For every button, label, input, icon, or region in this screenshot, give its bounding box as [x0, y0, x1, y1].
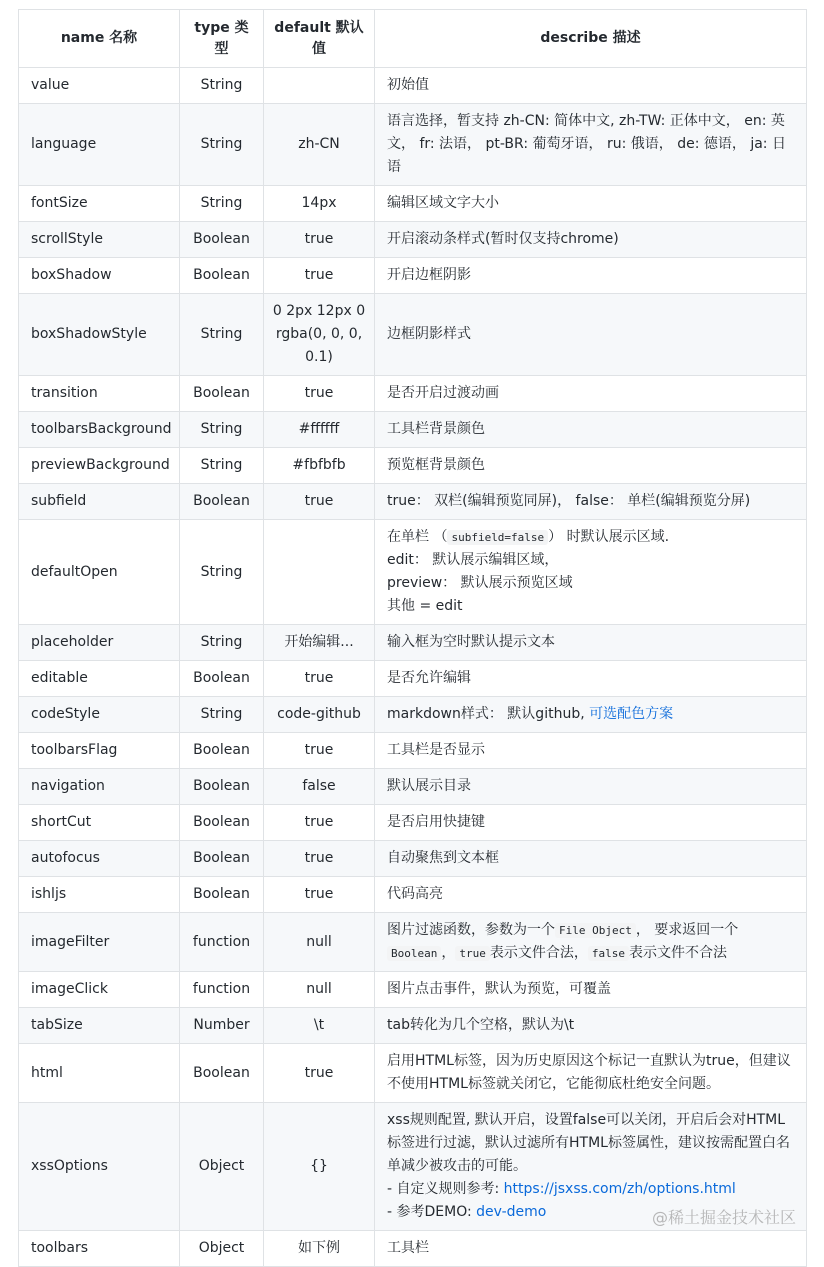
desc-line [387, 526, 796, 549]
prop-name: scrollStyle [19, 222, 180, 258]
prop-default: true [264, 484, 375, 520]
table-row [19, 841, 807, 877]
doc-table-wrapper [18, 9, 806, 1267]
prop-type: Boolean [180, 877, 264, 913]
table-row [19, 1231, 807, 1267]
desc-text: xss规则配置, 默认开启，设置false可以关闭，开启后会对HTML标签进行过滤，默认过滤所有HTML标签属性，建议按需配置白名单减少被攻击的可能。 [387, 1112, 790, 1174]
prop-describe [375, 697, 807, 733]
table-row [19, 222, 807, 258]
table-row [19, 1044, 807, 1103]
table-row [19, 484, 807, 520]
prop-default: true [264, 258, 375, 294]
prop-name: boxShadowStyle [19, 294, 180, 376]
prop-type: function [180, 913, 264, 972]
desc-text: markdown样式： 默认github, [387, 706, 590, 722]
prop-default: zh-CN [264, 104, 375, 186]
prop-describe: true： 双栏(编辑预览同屏)， false： 单栏(编辑预览分屏) [375, 484, 807, 520]
prop-describe: 开启滚动条样式(暂时仅支持chrome) [375, 222, 807, 258]
props-table [18, 9, 807, 1267]
prop-name: tabSize [19, 1008, 180, 1044]
prop-type: String [180, 697, 264, 733]
prop-type: String [180, 625, 264, 661]
prop-name: autofocus [19, 841, 180, 877]
prop-name: editable [19, 661, 180, 697]
inline-code: Boolean [387, 946, 441, 961]
inline-code: false [588, 946, 629, 961]
prop-name: codeStyle [19, 697, 180, 733]
prop-describe: 工具栏 [375, 1231, 807, 1267]
prop-type: String [180, 448, 264, 484]
desc-line: 其他 = edit [387, 598, 463, 614]
prop-default: false [264, 769, 375, 805]
table-row [19, 520, 807, 625]
prop-name: fontSize [19, 186, 180, 222]
prop-describe: 是否启用快捷键 [375, 805, 807, 841]
prop-name: subfield [19, 484, 180, 520]
desc-text: ， [441, 945, 456, 961]
table-row [19, 697, 807, 733]
table-row [19, 661, 807, 697]
inline-code: true [455, 946, 490, 961]
prop-name: xssOptions [19, 1103, 180, 1231]
prop-name: transition [19, 376, 180, 412]
prop-type: function [180, 972, 264, 1008]
prop-describe [375, 913, 807, 972]
prop-type: Boolean [180, 376, 264, 412]
prop-describe: 初始值 [375, 68, 807, 104]
dev-demo-link[interactable]: dev-demo [476, 1204, 547, 1220]
prop-describe: 语言选择，暂支持 zh-CN: 简体中文, zh-TW: 正体中文， en: 英文， fr: 法语， pt-BR: 葡萄牙语， ru: 俄语， de: 德语， ja: 日语 [375, 104, 807, 186]
prop-name: html [19, 1044, 180, 1103]
prop-default: 14px [264, 186, 375, 222]
desc-text: 表示文件不合法 [628, 945, 727, 961]
prop-name: value [19, 68, 180, 104]
prop-name: imageFilter [19, 913, 180, 972]
prop-describe [375, 520, 807, 625]
prop-default: true [264, 805, 375, 841]
prop-describe: 启用HTML标签，因为历史原因这个标记一直默认为true，但建议不使用HTML标签就关闭它，它能彻底杜绝安全问题。 [375, 1044, 807, 1103]
prop-default: true [264, 222, 375, 258]
header-name: name 名称 [19, 10, 180, 68]
prop-type: String [180, 104, 264, 186]
table-row [19, 412, 807, 448]
prop-name: navigation [19, 769, 180, 805]
prop-name: imageClick [19, 972, 180, 1008]
header-default: default 默认值 [264, 10, 375, 68]
table-row [19, 769, 807, 805]
prop-type: Boolean [180, 1044, 264, 1103]
desc-line: preview： 默认展示预览区域 [387, 575, 573, 591]
prop-type: Object [180, 1103, 264, 1231]
desc-line: edit： 默认展示编辑区域， [387, 552, 559, 568]
prop-describe: 边框阴影样式 [375, 294, 807, 376]
prop-name: toolbars [19, 1231, 180, 1267]
inline-code: File Object [555, 923, 636, 938]
desc-line [387, 1178, 796, 1201]
table-row [19, 448, 807, 484]
prop-type: String [180, 520, 264, 625]
color-scheme-link[interactable]: 可选配色方案 [589, 706, 674, 722]
prop-default: code-github [264, 697, 375, 733]
prop-describe: 默认展示目录 [375, 769, 807, 805]
prop-name: ishljs [19, 877, 180, 913]
table-row [19, 294, 807, 376]
table-row [19, 625, 807, 661]
prop-default [264, 68, 375, 104]
prop-default: true [264, 877, 375, 913]
table-body [19, 68, 807, 1267]
prop-type: Number [180, 1008, 264, 1044]
prop-name: language [19, 104, 180, 186]
prop-name: toolbarsFlag [19, 733, 180, 769]
prop-describe: 编辑区域文字大小 [375, 186, 807, 222]
prop-type: Boolean [180, 258, 264, 294]
prop-default: null [264, 972, 375, 1008]
prop-type: Boolean [180, 733, 264, 769]
prop-default: #ffffff [264, 412, 375, 448]
prop-default: null [264, 913, 375, 972]
prop-describe: 代码高亮 [375, 877, 807, 913]
prop-default: 开始编辑... [264, 625, 375, 661]
table-header [19, 10, 807, 68]
desc-text: 图片过滤函数，参数为一个 [387, 922, 555, 938]
table-row [19, 972, 807, 1008]
table-row [19, 913, 807, 972]
table-row [19, 186, 807, 222]
prop-default: true [264, 661, 375, 697]
prop-describe: 开启边框阴影 [375, 258, 807, 294]
header-type: type 类型 [180, 10, 264, 68]
prop-name: shortCut [19, 805, 180, 841]
table-row [19, 733, 807, 769]
prop-default: {} [264, 1103, 375, 1231]
prop-name: boxShadow [19, 258, 180, 294]
prop-name: placeholder [19, 625, 180, 661]
table-row [19, 376, 807, 412]
watermark: @稀土掘金技术社区 [651, 1208, 796, 1227]
desc-text: ） 时默认展示区域. [548, 529, 670, 545]
prop-type: Boolean [180, 661, 264, 697]
prop-describe: 工具栏背景颜色 [375, 412, 807, 448]
prop-type: Boolean [180, 805, 264, 841]
prop-type: String [180, 412, 264, 448]
prop-default: true [264, 733, 375, 769]
prop-type: Boolean [180, 841, 264, 877]
prop-default: 如下例 [264, 1231, 375, 1267]
header-describe: describe 描述 [375, 10, 807, 68]
prop-describe: 是否开启过渡动画 [375, 376, 807, 412]
desc-text: 在单栏 （ [387, 529, 448, 545]
table-row [19, 104, 807, 186]
desc-text: ， 要求返回一个 [635, 922, 739, 938]
prop-describe: 预览框背景颜色 [375, 448, 807, 484]
prop-type: Boolean [180, 484, 264, 520]
prop-default: true [264, 841, 375, 877]
prop-default: true [264, 376, 375, 412]
prop-type: String [180, 294, 264, 376]
desc-text: - 参考DEMO: [387, 1204, 477, 1220]
prop-name: previewBackground [19, 448, 180, 484]
prop-type: Object [180, 1231, 264, 1267]
table-row [19, 68, 807, 104]
prop-default: 0 2px 12px 0 rgba(0, 0, 0, 0.1) [264, 294, 375, 376]
prop-describe: 图片点击事件，默认为预览，可覆盖 [375, 972, 807, 1008]
desc-text: - 自定义规则参考: [387, 1181, 504, 1197]
prop-name: toolbarsBackground [19, 412, 180, 448]
prop-type: Boolean [180, 769, 264, 805]
prop-describe: 自动聚焦到文本框 [375, 841, 807, 877]
prop-describe: 是否允许编辑 [375, 661, 807, 697]
prop-type: String [180, 68, 264, 104]
header-row [19, 10, 807, 68]
xss-options-link[interactable]: https://jsxss.com/zh/options.html [503, 1181, 736, 1197]
prop-name: defaultOpen [19, 520, 180, 625]
prop-type: Boolean [180, 222, 264, 258]
prop-default: #fbfbfb [264, 448, 375, 484]
inline-code: subfield=false [447, 530, 548, 545]
prop-describe: tab转化为几个空格，默认为\t [375, 1008, 807, 1044]
prop-type: String [180, 186, 264, 222]
table-row [19, 258, 807, 294]
prop-default: \t [264, 1008, 375, 1044]
prop-default: true [264, 1044, 375, 1103]
prop-describe: 工具栏是否显示 [375, 733, 807, 769]
table-row [19, 877, 807, 913]
table-row [19, 1008, 807, 1044]
desc-text: 表示文件合法， [489, 945, 588, 961]
table-row [19, 805, 807, 841]
prop-describe: 输入框为空时默认提示文本 [375, 625, 807, 661]
prop-default [264, 520, 375, 625]
